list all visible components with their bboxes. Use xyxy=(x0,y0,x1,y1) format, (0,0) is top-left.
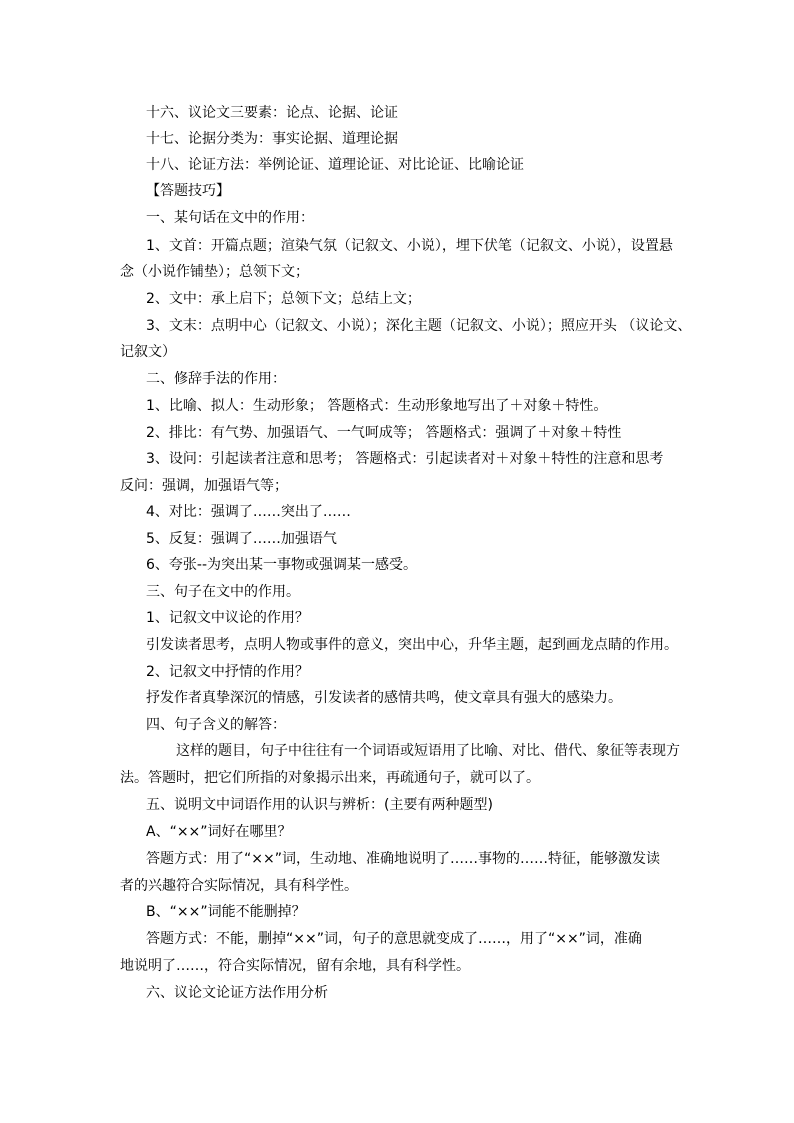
text-line: 者的兴趣符合实际情况，具有科学性。 xyxy=(120,878,358,894)
text-line: 5、反复：强调了……加强语气 xyxy=(146,531,337,547)
text-line: 念（小说作铺垫）；总领下文； xyxy=(120,264,309,280)
text-line: 1、文首：开篇点题；渲染气氛（记叙文、小说），埋下伏笔（记叙文、小说），设置悬 xyxy=(146,238,673,254)
text-line: 二、修辞手法的作用： xyxy=(146,371,286,387)
text-line: 一、某句话在文中的作用： xyxy=(146,210,314,226)
text-line: 4、对比：强调了……突出了…… xyxy=(146,504,351,520)
text-line: 十八、论证方法：举例论证、道理论证、对比论证、比喻论证 xyxy=(146,157,524,173)
text-line: 四、句子含义的解答： xyxy=(146,717,286,733)
text-line: 3、文末：点明中心（记叙文、小说）；深化主题（记叙文、小说）；照应开头 （议论文、 xyxy=(146,318,692,334)
text-line: A、“××”词好在哪里？ xyxy=(146,824,292,840)
text-line: 六、议论文论证方法作用分析 xyxy=(146,985,328,1001)
text-line: 十七、论据分类为：事实论据、道理论据 xyxy=(146,131,398,147)
text-line: 反问：强调，加强语气等； xyxy=(120,478,288,494)
text-line: 五、说明文中词语作用的认识与辨析：(主要有两种题型) xyxy=(146,797,493,813)
text-line: 十六、议论文三要素：论点、论据、论证 xyxy=(146,105,398,121)
text-line: 法。答题时，把它们所指的对象揭示出来，再疏通句子，就可以了。 xyxy=(120,770,540,786)
text-line: 2、文中：承上启下；总领下文；总结上文； xyxy=(146,291,421,307)
text-line: 记叙文） xyxy=(120,344,176,360)
text-line: 地说明了……，符合实际情况，留有余地，具有科学性。 xyxy=(120,958,470,974)
text-line: 1、比喻、拟人：生动形象； 答题格式：生动形象地写出了＋对象＋特性。 xyxy=(146,398,608,414)
text-line: 三、句子在文中的作用。 xyxy=(146,584,300,600)
text-line: 答题方式：用了“××”词，生动地、准确地说明了……事物的……特征，能够激发读 xyxy=(146,851,660,867)
text-line: 1、记叙文中议论的作用？ xyxy=(146,610,309,626)
text-line: 抒发作者真挚深沉的情感，引发读者的感情共鸣，使文章具有强大的感染力。 xyxy=(146,690,622,706)
text-line: 3、设问：引起读者注意和思考； 答题格式：引起读者对＋对象＋特性的注意和思考 xyxy=(146,451,664,467)
text-line: 6、夸张--为突出某一事物或强调某一感受。 xyxy=(146,557,418,573)
text-line: B、“××”词能不能删掉？ xyxy=(146,904,306,920)
text-line: 答题方式：不能，删掉“××”词，句子的意思就变成了……，用了“××”词，准确 xyxy=(146,931,642,947)
text-line: 2、排比：有气势、加强语气、一气呵成等； 答题格式：强调了＋对象＋特性 xyxy=(146,425,622,441)
text-line: 引发读者思考，点明人物或事件的意义，突出中心，升华主题，起到画龙点睛的作用。 xyxy=(146,637,678,653)
section-heading: 【答题技巧】 xyxy=(146,183,230,199)
text-line: 2、记叙文中抒情的作用？ xyxy=(146,664,309,680)
text-line: 这样的题目，句子中往往有一个词语或短语用了比喻、对比、借代、象征等表现方 xyxy=(176,743,680,759)
